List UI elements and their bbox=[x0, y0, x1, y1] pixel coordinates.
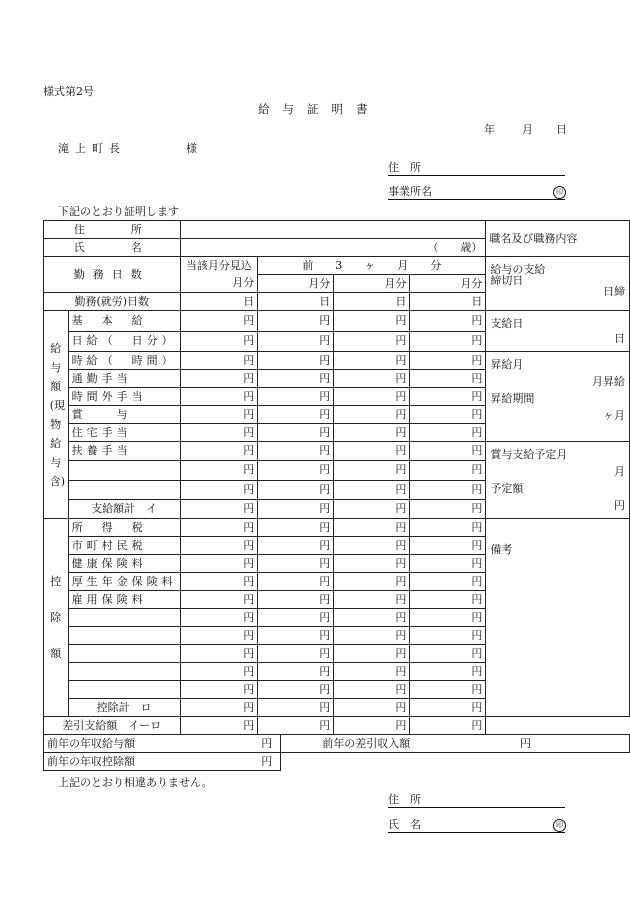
item-label: 日給（ 日分） bbox=[68, 331, 180, 352]
yen-cell[interactable]: 円 bbox=[180, 717, 258, 735]
yen-cell[interactable]: 円 bbox=[180, 480, 258, 499]
employer-office-line[interactable] bbox=[388, 186, 565, 200]
intro-text: 下記のとおり証明します bbox=[58, 205, 179, 218]
item-label: 雇用保険料 bbox=[68, 591, 180, 609]
yen-cell[interactable]: 円 bbox=[410, 461, 486, 480]
yen-cell[interactable]: 円 bbox=[334, 370, 410, 388]
yen-cell[interactable]: 円 bbox=[180, 331, 258, 352]
item-label: 賞 与 bbox=[68, 406, 180, 424]
confirmation-text: 上記のとおり相違ありません。 bbox=[58, 776, 213, 789]
yen-cell[interactable]: 円 bbox=[410, 699, 486, 717]
yen-cell[interactable]: 円 bbox=[334, 609, 410, 627]
yen-cell[interactable]: 円 bbox=[258, 370, 334, 388]
month-unit: 月分 bbox=[410, 275, 486, 293]
employer-office-label: 事業所名 bbox=[388, 185, 432, 198]
yen-cell[interactable]: 円 bbox=[180, 591, 258, 609]
salary-certificate-table bbox=[43, 220, 630, 735]
yen-cell[interactable]: 円 bbox=[258, 311, 334, 332]
yen-cell[interactable]: 円 bbox=[334, 519, 410, 537]
seal-mark-icon: 印 bbox=[553, 819, 566, 832]
yen-cell[interactable]: 円 bbox=[180, 370, 258, 388]
yen-cell[interactable]: 円 bbox=[180, 627, 258, 645]
yen-cell[interactable]: 円 bbox=[334, 406, 410, 424]
prev-deduction-yen: 円 bbox=[261, 755, 273, 768]
item-label: 基 本 給 bbox=[68, 311, 180, 332]
yen-cell[interactable]: 円 bbox=[258, 442, 334, 461]
seal-mark-icon: 印 bbox=[553, 186, 566, 199]
job-description-label: 職名及び職務内容 bbox=[486, 221, 630, 257]
applicant-address-line[interactable] bbox=[388, 794, 565, 808]
item-label bbox=[68, 480, 180, 499]
raise-cell bbox=[486, 352, 630, 442]
raise-period-value[interactable]: ヶ月 bbox=[603, 409, 625, 422]
bonus-cell bbox=[486, 442, 630, 519]
prev-income-yen: 円 bbox=[261, 737, 273, 750]
yen-cell[interactable]: 円 bbox=[180, 442, 258, 461]
deduction-total-label: 控除計 ロ bbox=[68, 699, 180, 717]
date-day-label: 日 bbox=[556, 123, 567, 136]
yen-cell[interactable]: 円 bbox=[334, 537, 410, 555]
yen-cell[interactable]: 円 bbox=[410, 717, 486, 735]
yen-cell[interactable]: 円 bbox=[334, 717, 410, 735]
employer-address-label: 住 所 bbox=[388, 161, 421, 174]
applicant-name-label: 氏 名 bbox=[388, 818, 421, 831]
item-label: 健康保険料 bbox=[68, 555, 180, 573]
yen-cell[interactable]: 円 bbox=[180, 609, 258, 627]
salary-total-label: 支給額計 イ bbox=[68, 499, 180, 518]
yen-cell[interactable]: 円 bbox=[410, 424, 486, 442]
item-label bbox=[68, 645, 180, 663]
yen-cell[interactable]: 円 bbox=[334, 311, 410, 332]
payday-cell bbox=[486, 311, 630, 352]
prev-net-yen: 円 bbox=[520, 737, 531, 750]
yen-cell[interactable]: 円 bbox=[180, 388, 258, 406]
item-label: 住宅手当 bbox=[68, 424, 180, 442]
days-cell[interactable]: 日 bbox=[334, 293, 410, 311]
yen-cell[interactable]: 円 bbox=[334, 461, 410, 480]
bonus-amount-value[interactable]: 円 bbox=[614, 499, 625, 512]
item-label: 扶養手当 bbox=[68, 442, 180, 461]
yen-cell[interactable]: 円 bbox=[410, 573, 486, 591]
bonus-month-value[interactable]: 月 bbox=[614, 465, 625, 478]
item-label: 時間外手当 bbox=[68, 388, 180, 406]
payday-value[interactable]: 日 bbox=[614, 332, 625, 345]
yen-cell[interactable]: 円 bbox=[334, 681, 410, 699]
yen-cell[interactable]: 円 bbox=[258, 352, 334, 370]
yen-cell[interactable]: 円 bbox=[410, 388, 486, 406]
yen-cell[interactable]: 円 bbox=[410, 555, 486, 573]
yen-cell[interactable]: 円 bbox=[410, 609, 486, 627]
yen-cell[interactable]: 円 bbox=[334, 331, 410, 352]
yen-cell[interactable]: 円 bbox=[180, 519, 258, 537]
address-label: 住 所 bbox=[44, 221, 181, 239]
yen-cell[interactable]: 円 bbox=[258, 424, 334, 442]
yen-cell[interactable]: 円 bbox=[180, 663, 258, 681]
remarks-top bbox=[486, 519, 630, 537]
deduction-group-text: 控除額 bbox=[50, 574, 62, 660]
applicant-address-label: 住 所 bbox=[388, 793, 421, 806]
pay-label: 給与の支給 bbox=[490, 263, 546, 276]
pay-schedule-cell bbox=[486, 257, 630, 311]
yen-cell[interactable]: 円 bbox=[334, 388, 410, 406]
salary-group-label bbox=[44, 311, 69, 519]
yen-cell[interactable]: 円 bbox=[180, 406, 258, 424]
yen-cell[interactable]: 円 bbox=[410, 442, 486, 461]
days-cell[interactable]: 日 bbox=[180, 293, 258, 311]
annual-income-table bbox=[43, 734, 630, 771]
item-label: 市町村民税 bbox=[68, 537, 180, 555]
yen-cell[interactable]: 円 bbox=[334, 480, 410, 499]
age-field[interactable]: （ 歳） bbox=[180, 239, 486, 257]
yen-cell[interactable]: 円 bbox=[334, 591, 410, 609]
salary-section bbox=[44, 311, 630, 519]
yen-cell[interactable]: 円 bbox=[410, 591, 486, 609]
item-label bbox=[68, 663, 180, 681]
prev-income-row[interactable] bbox=[44, 735, 281, 753]
yen-cell[interactable]: 円 bbox=[258, 406, 334, 424]
remarks-cell[interactable] bbox=[486, 537, 630, 717]
yen-cell[interactable]: 円 bbox=[258, 537, 334, 555]
deduction-section bbox=[44, 519, 630, 717]
yen-cell[interactable]: 円 bbox=[410, 311, 486, 332]
yen-cell[interactable]: 円 bbox=[334, 699, 410, 717]
yen-cell[interactable]: 円 bbox=[258, 388, 334, 406]
yen-cell[interactable]: 円 bbox=[258, 663, 334, 681]
item-label bbox=[68, 627, 180, 645]
yen-cell[interactable]: 円 bbox=[410, 627, 486, 645]
yen-cell[interactable]: 円 bbox=[410, 331, 486, 352]
prev-net-label: 前年の差引収入額 bbox=[322, 736, 411, 750]
month-unit: 月分 bbox=[180, 275, 258, 293]
yen-cell[interactable]: 円 bbox=[334, 499, 410, 518]
address-field[interactable] bbox=[180, 221, 486, 239]
yen-cell[interactable]: 円 bbox=[258, 331, 334, 352]
yen-cell[interactable]: 円 bbox=[180, 499, 258, 518]
days-cell[interactable]: 日 bbox=[410, 293, 486, 311]
prev-deduction-label: 前年の年収控除額 bbox=[47, 754, 135, 768]
yen-cell[interactable]: 円 bbox=[410, 499, 486, 518]
yen-cell[interactable]: 円 bbox=[258, 681, 334, 699]
bonus-month-label: 賞与支給予定月 bbox=[490, 448, 568, 461]
raise-month-value[interactable]: 月昇給 bbox=[592, 375, 625, 388]
yen-cell[interactable]: 円 bbox=[258, 519, 334, 537]
yen-cell[interactable]: 円 bbox=[258, 627, 334, 645]
item-label: 通勤手当 bbox=[68, 370, 180, 388]
remarks-label: 備考 bbox=[490, 542, 513, 556]
yen-cell[interactable]: 円 bbox=[258, 591, 334, 609]
item-label bbox=[68, 609, 180, 627]
deduction-group-label bbox=[44, 519, 69, 717]
date-year-label: 年 bbox=[484, 123, 495, 136]
yen-cell[interactable]: 円 bbox=[258, 717, 334, 735]
salary-group-text: 給与額(現物給与含) bbox=[49, 341, 66, 488]
prev-three-months-label: 前 3 ヶ 月 分 bbox=[258, 257, 486, 275]
yen-cell[interactable]: 円 bbox=[258, 609, 334, 627]
yen-cell[interactable]: 円 bbox=[410, 352, 486, 370]
prev-income-label: 前年の年収給与額 bbox=[47, 736, 135, 750]
yen-cell[interactable]: 円 bbox=[258, 699, 334, 717]
name-label: 氏 名 bbox=[44, 239, 181, 257]
yen-cell[interactable]: 円 bbox=[410, 480, 486, 499]
yen-cell[interactable]: 円 bbox=[180, 573, 258, 591]
item-label: 厚生年金保険料 bbox=[68, 573, 180, 591]
item-label bbox=[68, 681, 180, 699]
yen-cell[interactable]: 円 bbox=[180, 699, 258, 717]
yen-cell[interactable]: 円 bbox=[180, 555, 258, 573]
yen-cell[interactable]: 円 bbox=[334, 424, 410, 442]
yen-cell[interactable]: 円 bbox=[258, 555, 334, 573]
yen-cell[interactable]: 円 bbox=[258, 645, 334, 663]
yen-cell[interactable]: 円 bbox=[334, 663, 410, 681]
yen-cell[interactable]: 円 bbox=[334, 573, 410, 591]
month-unit: 月分 bbox=[334, 275, 410, 293]
yen-cell[interactable]: 円 bbox=[334, 442, 410, 461]
yen-cell[interactable]: 円 bbox=[410, 681, 486, 699]
payday-label: 支給日 bbox=[490, 317, 524, 330]
yen-cell[interactable]: 円 bbox=[180, 645, 258, 663]
yen-cell[interactable]: 円 bbox=[334, 627, 410, 645]
yen-cell[interactable]: 円 bbox=[334, 555, 410, 573]
yen-cell[interactable]: 円 bbox=[410, 645, 486, 663]
cutoff-value[interactable]: 日締 bbox=[603, 285, 625, 298]
prev-net-row[interactable] bbox=[281, 735, 630, 753]
item-label: 所 得 税 bbox=[68, 519, 180, 537]
yen-cell[interactable]: 円 bbox=[258, 573, 334, 591]
current-month-label: 当該月分見込 bbox=[180, 257, 258, 275]
addressee-honorific: 様 bbox=[186, 142, 197, 155]
days-worked-label: 勤務(就労)日数 bbox=[44, 293, 181, 311]
item-label bbox=[68, 461, 180, 480]
cutoff-label: 締切日 bbox=[490, 274, 524, 287]
employer-address-line[interactable] bbox=[388, 162, 565, 176]
yen-cell[interactable]: 円 bbox=[180, 311, 258, 332]
yen-cell[interactable]: 円 bbox=[258, 480, 334, 499]
yen-cell[interactable]: 円 bbox=[180, 424, 258, 442]
yen-cell[interactable]: 円 bbox=[410, 370, 486, 388]
raise-month-label: 昇給月 bbox=[490, 358, 524, 371]
yen-cell[interactable]: 円 bbox=[180, 461, 258, 480]
document-title: 給与証明書 bbox=[258, 102, 381, 116]
yen-cell[interactable]: 円 bbox=[258, 461, 334, 480]
net-pay-label: 差引支給額 イーロ bbox=[44, 717, 181, 735]
raise-period-label: 昇給期間 bbox=[490, 392, 535, 405]
applicant-name-line[interactable] bbox=[388, 819, 565, 833]
yen-cell[interactable]: 円 bbox=[258, 499, 334, 518]
yen-cell[interactable]: 円 bbox=[180, 352, 258, 370]
date-month-label: 月 bbox=[522, 123, 533, 136]
yen-cell[interactable]: 円 bbox=[334, 645, 410, 663]
yen-cell[interactable]: 円 bbox=[180, 681, 258, 699]
days-cell[interactable]: 日 bbox=[258, 293, 334, 311]
yen-cell[interactable]: 円 bbox=[334, 352, 410, 370]
form-number: 様式第2号 bbox=[43, 85, 94, 98]
addressee-name: 滝上町長 bbox=[58, 142, 126, 155]
yen-cell[interactable]: 円 bbox=[410, 663, 486, 681]
yen-cell[interactable]: 円 bbox=[410, 519, 486, 537]
yen-cell[interactable]: 円 bbox=[180, 537, 258, 555]
workdays-label: 勤務日数 bbox=[44, 257, 181, 293]
yen-cell[interactable]: 円 bbox=[410, 406, 486, 424]
yen-cell[interactable]: 円 bbox=[410, 537, 486, 555]
prev-deduction-row[interactable] bbox=[44, 753, 281, 771]
bonus-amount-label: 予定額 bbox=[490, 482, 524, 495]
month-unit: 月分 bbox=[258, 275, 334, 293]
item-label: 時給（ 時間） bbox=[68, 352, 180, 370]
